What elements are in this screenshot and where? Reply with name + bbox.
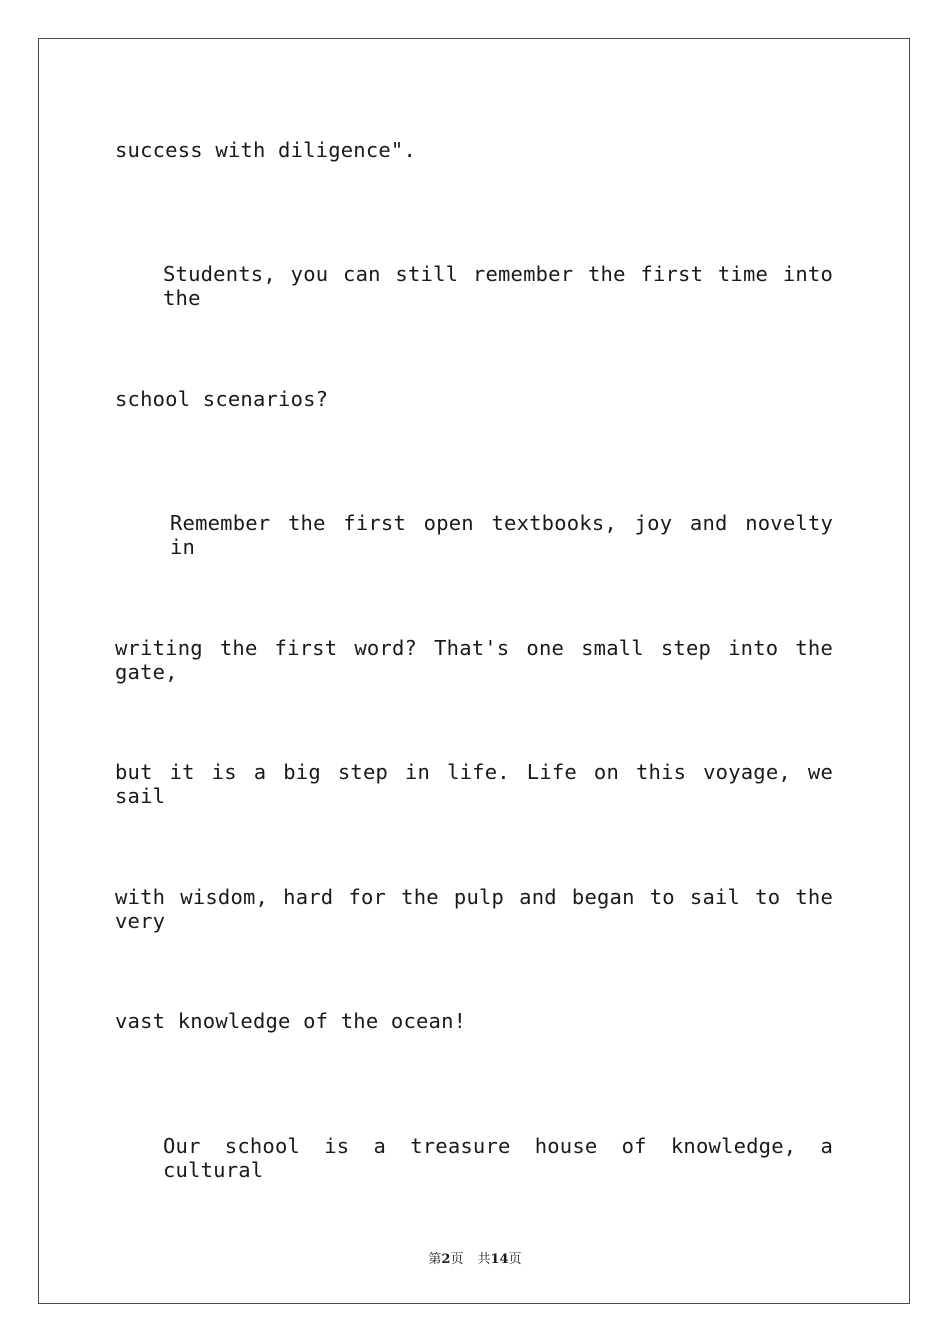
page-prefix: 第 [428, 1252, 442, 1267]
page-suffix: 页 [450, 1252, 464, 1267]
text-line: school scenarios? [115, 387, 329, 411]
text-line: Remember the first open textbooks, joy and novelty in [170, 511, 833, 559]
text-line: but it is a big step in life. Life on this voyage, we sail [115, 760, 833, 808]
page-number: 2 [441, 1252, 451, 1267]
text-line: Students, you can still remember the first time into the [163, 262, 833, 310]
page-footer [0, 1248, 950, 1267]
text-line: with wisdom, hard for the pulp and began to sail to the very [115, 885, 833, 933]
total-prefix: 共 [477, 1252, 491, 1267]
text-line: Our school is a treasure house of knowledge, a cultural [163, 1134, 833, 1182]
total-suffix: 页 [508, 1252, 522, 1267]
text-line: writing the first word? That's one small step into the gate, [115, 636, 833, 684]
text-line: success with diligence". [115, 138, 417, 162]
text-line: vast knowledge of the ocean! [115, 1009, 467, 1033]
total-pages: 14 [490, 1252, 509, 1267]
